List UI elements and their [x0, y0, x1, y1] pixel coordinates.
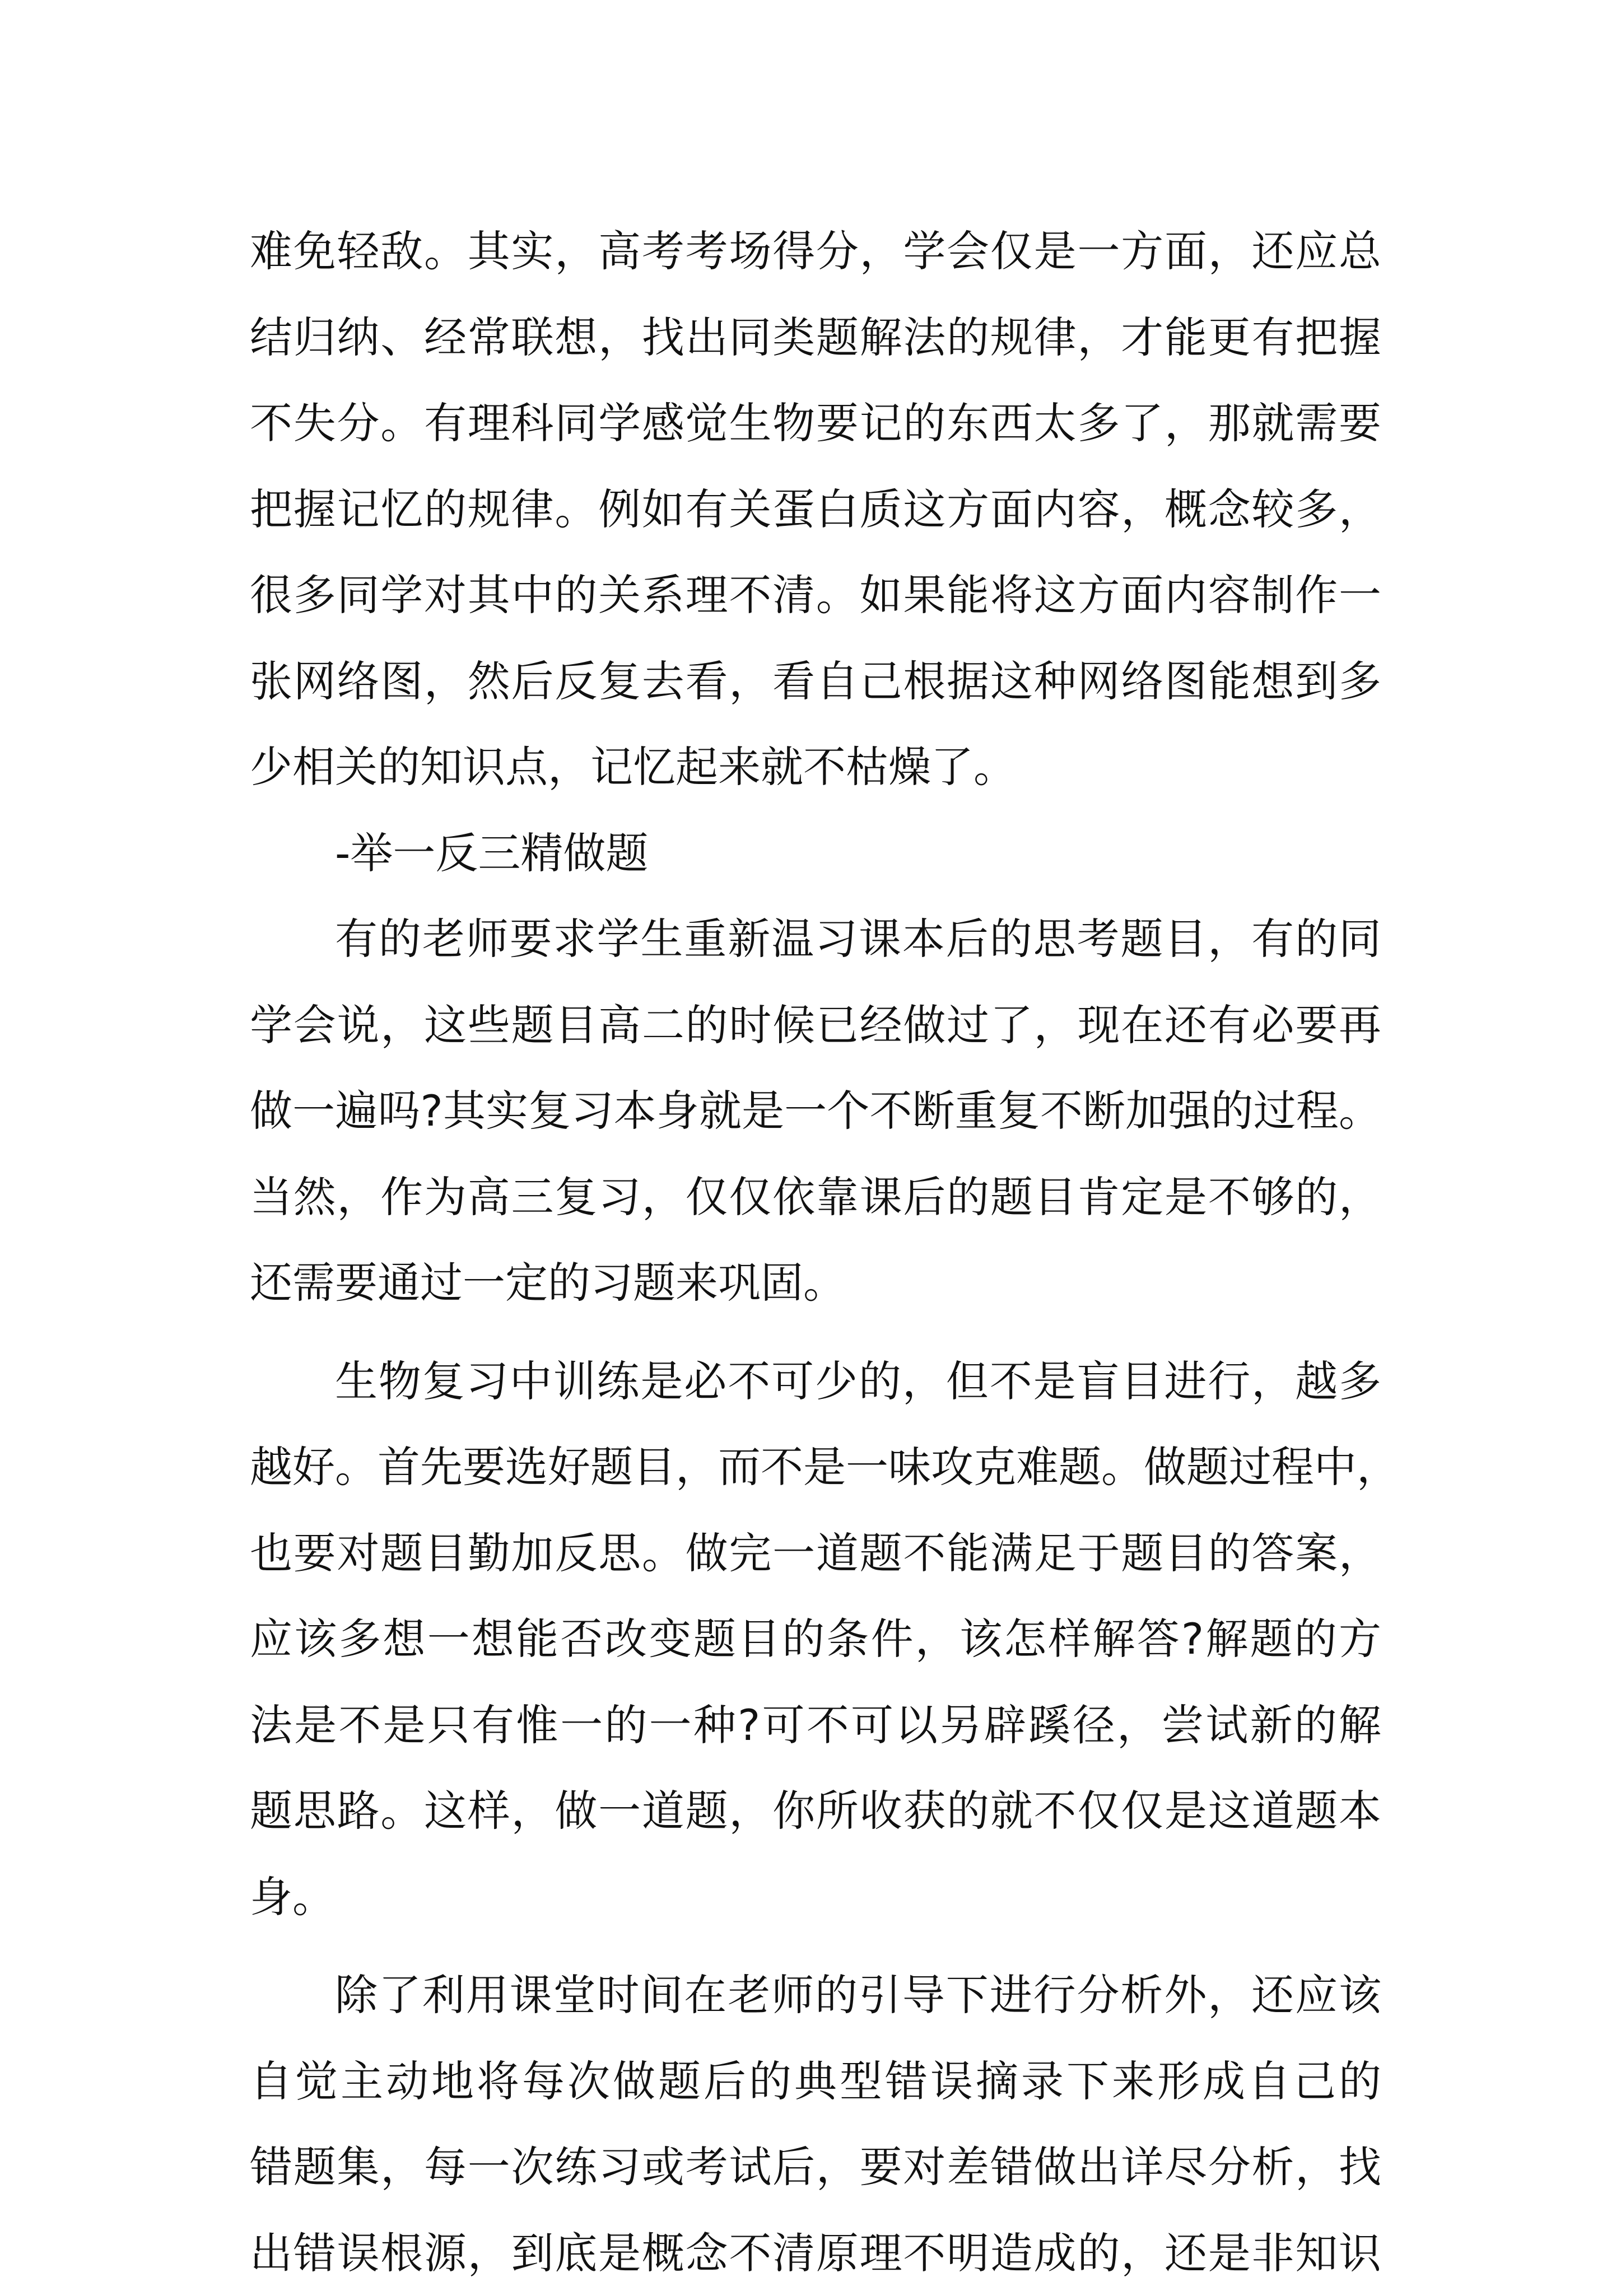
text-line: 少相关的知识点，记忆起来就不枯燥了。	[250, 724, 1381, 810]
text-line: 越好。首先要选好题目，而不是一味攻克难题。做题过程中，	[250, 1424, 1381, 1510]
text-line: 学会说，这些题目高二的时候已经做过了，现在还有必要再	[250, 982, 1381, 1068]
text-line: 生物复习中训练是必不可少的，但不是盲目进行，越多	[250, 1338, 1381, 1425]
text-line: 结归纳、经常联想，找出同类题解法的规律，才能更有把握	[250, 295, 1381, 381]
text-line: 除了利用课堂时间在老师的引导下进行分析外，还应该	[250, 1952, 1381, 2038]
text-line: 有的老师要求学生重新温习课本后的思考题目，有的同	[250, 896, 1381, 982]
text-line: 自觉主动地将每次做题后的典型错误摘录下来形成自己的	[250, 2038, 1381, 2125]
text-line: 不失分。有理科同学感觉生物要记的东西太多了，那就需要	[250, 380, 1381, 466]
text-line: 出错误根源，到底是概念不清原理不明造成的，还是非知识	[250, 2210, 1381, 2296]
paragraph-gap	[250, 1940, 1381, 1952]
text-line: 法是不是只有惟一的一种?可不可以另辟蹊径，尝试新的解	[250, 1682, 1381, 1768]
text-line: 很多同学对其中的关系理不清。如果能将这方面内容制作一	[250, 552, 1381, 638]
text-line: 当然，作为高三复习，仅仅依靠课后的题目肯定是不够的，	[250, 1154, 1381, 1240]
text-line: 做一遍吗?其实复习本身就是一个不断重复不断加强的过程。	[250, 1068, 1381, 1154]
paragraph-gap	[250, 1326, 1381, 1338]
text-line: 身。	[250, 1854, 1381, 1940]
text-line: 难免轻敌。其实，高考考场得分，学会仅是一方面，还应总	[250, 208, 1381, 295]
document-body	[250, 208, 1381, 2296]
text-line: 还需要通过一定的习题来巩固。	[250, 1240, 1381, 1326]
text-line: 张网络图，然后反复去看，看自己根据这种网络图能想到多	[250, 638, 1381, 725]
text-line: 错题集，每一次练习或考试后，要对差错做出详尽分析，找	[250, 2124, 1381, 2210]
text-line: 把握记忆的规律。例如有关蛋白质这方面内容，概念较多，	[250, 466, 1381, 553]
text-line: 应该多想一想能否改变题目的条件，该怎样解答?解题的方	[250, 1596, 1381, 1682]
text-line: 也要对题目勤加反思。做完一道题不能满足于题目的答案，	[250, 1510, 1381, 1597]
text-line: 题思路。这样，做一道题，你所收获的就不仅仅是这道题本	[250, 1768, 1381, 1854]
section-heading: -举一反三精做题	[250, 810, 1381, 897]
